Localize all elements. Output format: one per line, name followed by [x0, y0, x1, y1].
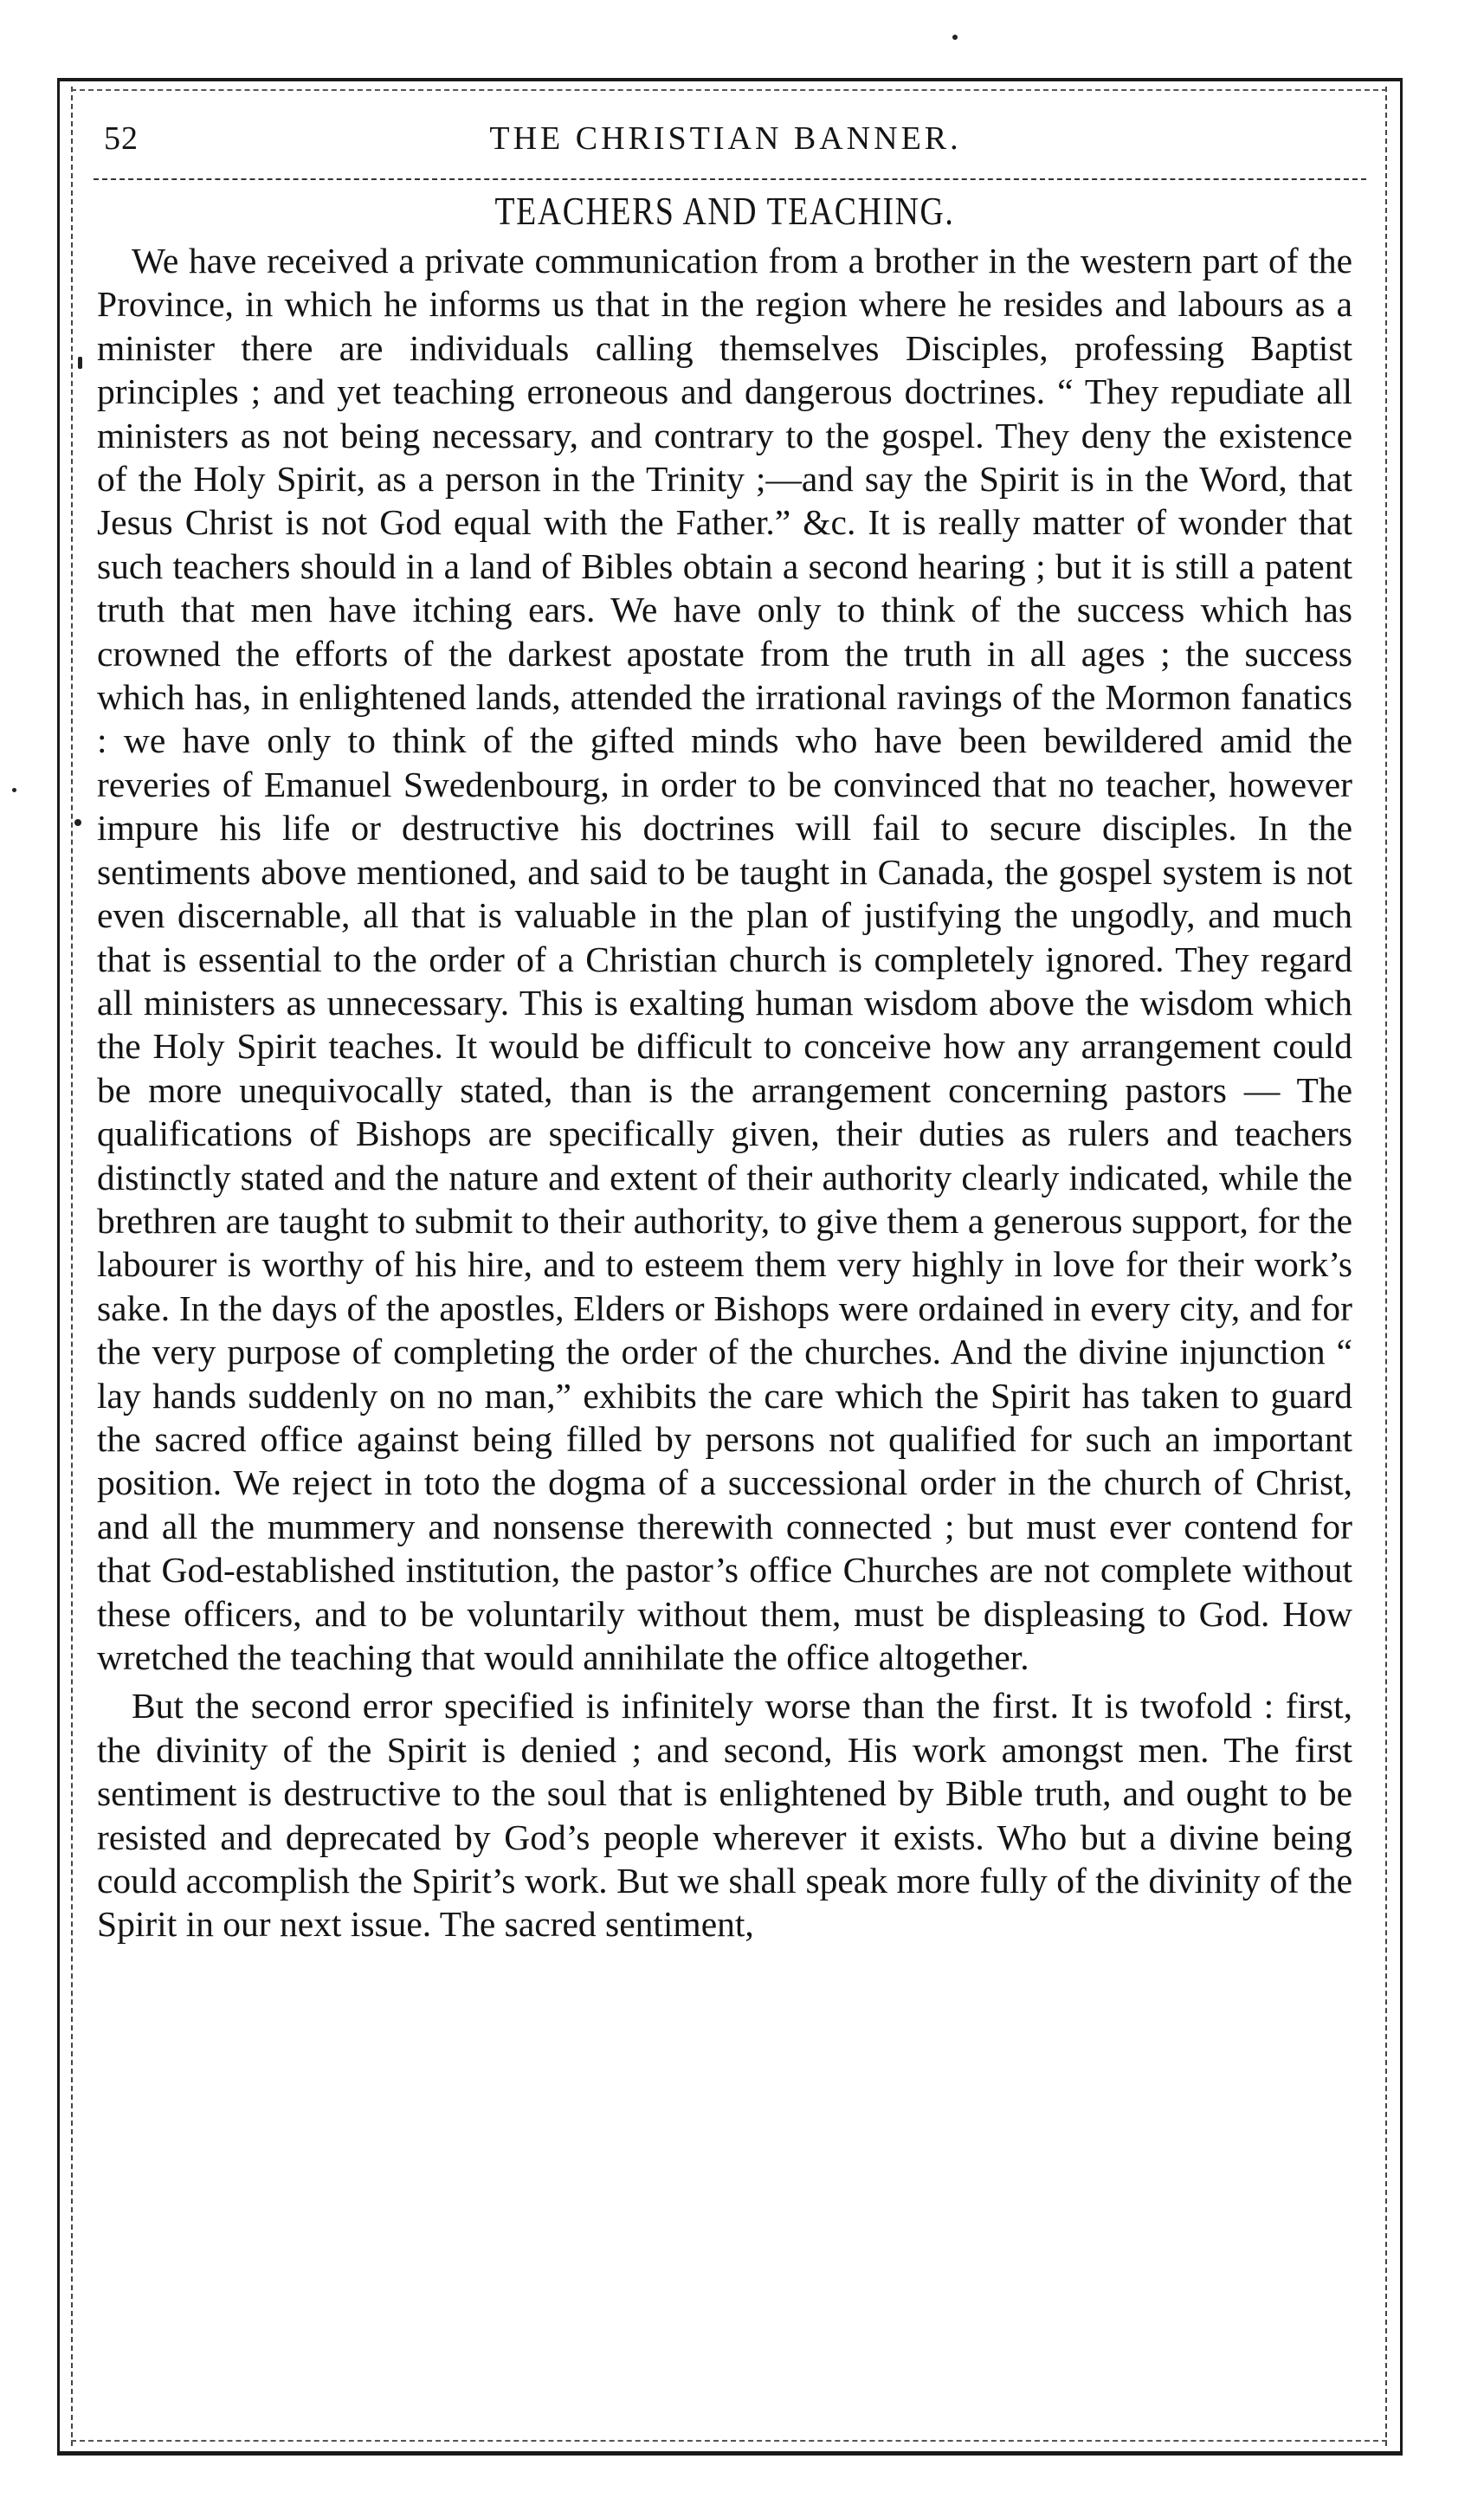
inner-rule-bottom — [71, 2440, 1387, 2442]
inner-rule-top — [71, 89, 1387, 91]
paragraph-1: We have received a private communication from a brother in the western part of the Province, in which he informs us that in the region where he resides and labours as a minister there are individuals calling themselves Disciples, professing Baptist principles ; and yet teaching erroneous and dangerous doctrines. “ They repudiate all ministers as not being necessary, and contrary to the gospel. They deny the existence of the Holy Spirit, as a person in the Trinity ;—and say the Spirit is in the Word, that Jesus Christ is not God equal with the Father.” &c. It is really matter of wonder that such teachers should in a land of Bibles obtain a second hearing ; but it is still a patent truth that men have itching ears. We have only to think of the success which has crowned the efforts of the darkest apostate from the truth in all ages ; the success which has, in enlightened lands, attended the irrational ravings of the Mormon fanatics : we have only to think of the gifted minds who have been bewildered amid the reveries of Emanuel Swedenbourg, in order to be convinced that no teacher, however impure his life or destructive his doctrines will fail to secure disciples. In the sentiments above mentioned, and said to be taught in Canada, the gospel system is not even discernable, all that is valuable in the plan of justifying the ungodly, and much that is essential to the order of a Christian church is completely ignored. They regard all ministers as unnecessary. This is exalting human wisdom above the wisdom which the Holy Spirit teaches. It would be difficult to conceive how any arrangement could be more unequivocally stated, than is the arrangement concerning pastors — The qualifications of Bishops are specifically given, their duties as rulers and teachers distinctly stated and the nature and extent of their authority clearly indicated, while the brethren are taught to submit to their authority, to give them a generous support, for the labourer is worthy of his hire, and to esteem them very highly in love for their work’s sake. In the days of the apostles, Elders or Bishops were ordained in every city, and for the very purpose of completing the order of the churches. And the divine injunction “ lay hands suddenly on no man,” exhibits the care which the Spirit has taken to guard the sacred office against being filled by persons not qualified for such an important position. We reject in toto the dogma of a successional order in the church of Christ, and all the mummery and nonsense therewith connected ; but must ever contend for that God-established institution, the pastor’s office Churches are not complete without these officers, and to be voluntarily without them, must be displeasing to God. How wretched the teaching that would annihilate the office altogether. — [97, 241, 1352, 1677]
journal-title: THE CHRISTIAN BANNER. — [489, 120, 962, 157]
paragraph-2: But the second error specified is infinitely worse than the first. It is twofold : first, the divinity of the Spirit is denied ; and second, His work amongst men. The first sentiment is destructive to the soul that is enlightened by Bible truth, and ought to be resisted and deprecated by God’s people wherever it exists. Who but a divine being could accomplish the Spirit’s work. But we shall speak more fully of the divinity of the Spirit in our next issue. The sacred sentiment, — [97, 1686, 1352, 1945]
ink-speck — [78, 357, 82, 369]
article — [97, 185, 1352, 1946]
ink-speck — [74, 819, 81, 826]
ink-speck — [952, 35, 958, 40]
page-number: 52 — [104, 120, 139, 157]
running-head — [94, 114, 1358, 166]
header-rule — [94, 178, 1366, 180]
inner-rule-left — [71, 87, 73, 2446]
inner-rule-right — [1385, 87, 1387, 2446]
ink-speck — [12, 788, 16, 792]
article-title: TEACHERS AND TEACHING. — [494, 189, 955, 233]
